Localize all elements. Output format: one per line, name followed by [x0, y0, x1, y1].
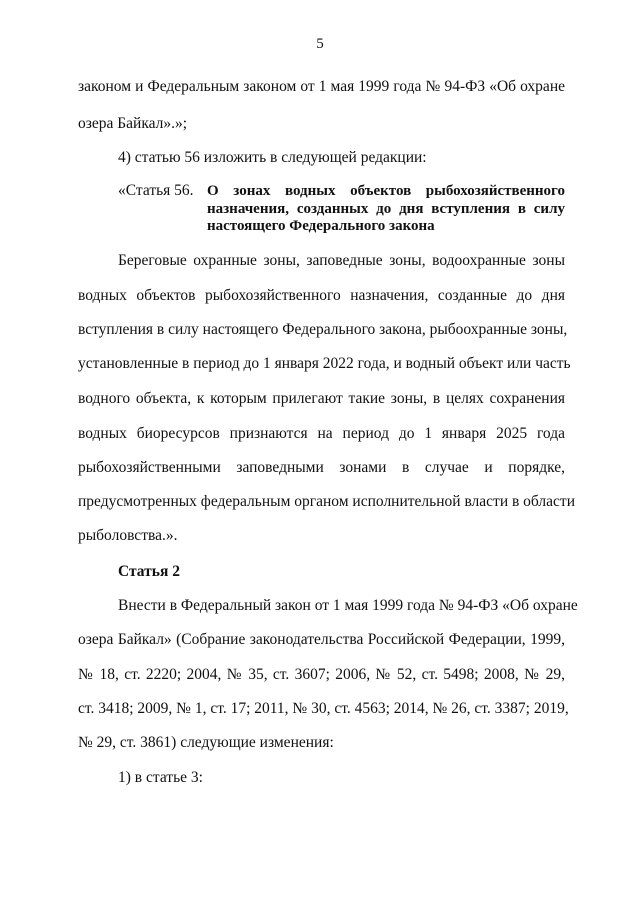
text-line: 4) статью 56 изложить в следующей редакции: [118, 149, 427, 166]
text-line: Внести в Федеральный закон от 1 мая 1999 года № 94-ФЗ «Об охране [118, 597, 578, 614]
text-line: озера Байкал» (Собрание законодательства Российской Федерации, 1999, [78, 631, 565, 648]
text-line: водных объектов рыбохозяйственного назначения, созданные до дня [78, 287, 565, 304]
article-2-heading: Статья 2 [118, 563, 180, 580]
text-line: предусмотренных федеральным органом исполнительной власти в области [78, 493, 575, 510]
text-line: ст. 3418; 2009, № 1, ст. 17; 2011, № 30, ст. 4563; 2014, № 26, ст. 3387; 2019, [78, 700, 569, 717]
text-line: Береговые охранные зоны, заповедные зоны, водоохранные зоны [118, 252, 565, 269]
page-number: 5 [316, 36, 324, 52]
text-line: водного объекта, к которым прилегают такие зоны, в целях сохранения [78, 390, 565, 407]
text-line: рыбохозяйственными заповедными зонами в случае и порядке, [78, 459, 565, 476]
text-line: озера Байкал».»; [78, 115, 188, 132]
text-line: установленные в период до 1 января 2022 года, и водный объект или часть [78, 355, 571, 372]
article-56-title: назначения, созданных до дня вступления в силу [207, 201, 565, 217]
text-line: № 18, ст. 2220; 2004, № 35, ст. 3607; 2006, № 52, ст. 5498; 2008, № 29, [78, 666, 565, 683]
text-line: № 29, ст. 3861) следующие изменения: [78, 734, 334, 751]
article-56-label: «Статья 56. [118, 182, 194, 199]
text-line: законом и Федеральным законом от 1 мая 1999 года № 94-ФЗ «Об охране [78, 78, 565, 95]
text-line: вступления в силу настоящего Федерального закона, рыбоохранные зоны, [78, 321, 568, 338]
article-56-title: настоящего Федерального закона [207, 218, 435, 234]
article-56-title: О зонах водных объектов рыбохозяйственного [207, 183, 565, 199]
text-line: водных биоресурсов признаются на период до 1 января 2025 года [78, 425, 565, 442]
text-line: 1) в статье 3: [118, 769, 203, 786]
text-line: рыболовства.». [78, 527, 178, 544]
